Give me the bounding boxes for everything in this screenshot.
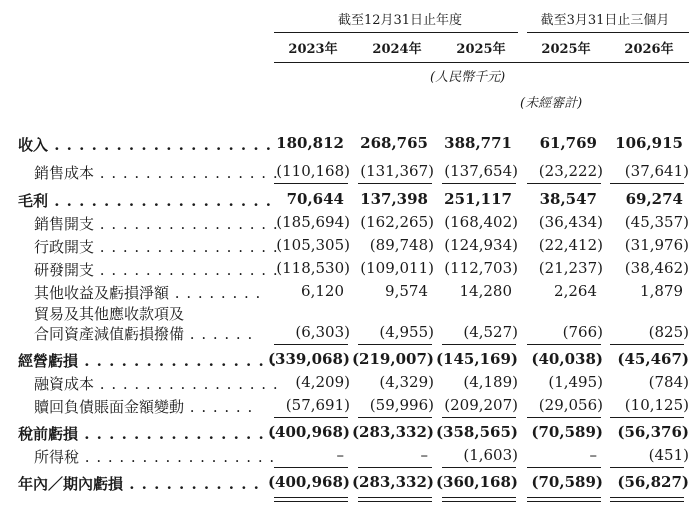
row-label: 收入 . . . . . . . . . . . . . . . . . . [18, 136, 273, 154]
leader-dots: . . . . . . . . . . . . . . . . . . [48, 192, 273, 210]
row-value: (825) [648, 323, 689, 341]
row-value: (70,589) [531, 423, 603, 441]
subtotal-rule [527, 344, 601, 345]
row-label: 合同資產減值虧損撥備 . . . . . . [34, 325, 254, 343]
row-label: 銷售成本 . . . . . . . . . . . . . . . . [34, 164, 279, 182]
row-value: 1,879 [640, 282, 683, 300]
row-value: (451) [648, 446, 689, 464]
subtotal-rule [274, 417, 348, 418]
year-header-2: 2025年 [456, 42, 506, 57]
subtotal-rule [274, 344, 348, 345]
unit-note: (人民幣千元) [430, 70, 506, 85]
row-value: – [336, 446, 344, 464]
row-value: (185,694) [276, 213, 350, 231]
row-value: 106,915 [615, 134, 683, 152]
row-value: 268,765 [360, 134, 428, 152]
row-value: (112,703) [444, 259, 518, 277]
row-label: 其他收益及虧損淨額 . . . . . . . . [34, 284, 262, 302]
row-value: 2,264 [554, 282, 597, 300]
row-value: (31,976) [624, 236, 689, 254]
total-rule-top [274, 497, 348, 498]
row-value: 388,771 [444, 134, 512, 152]
row-label: 銷售開支 . . . . . . . . . . . . . . . . [34, 215, 279, 233]
row-value: (162,265) [360, 213, 434, 231]
row-value: (23,222) [538, 162, 603, 180]
row-value: 61,769 [539, 134, 597, 152]
row-value: (21,237) [538, 259, 603, 277]
row-label: 貿易及其他應收款項及 [34, 305, 185, 323]
row-label: 毛利 . . . . . . . . . . . . . . . . . . [18, 192, 273, 210]
row-value: (4,955) [379, 323, 434, 341]
total-rule-top [358, 497, 432, 498]
row-label: 贖回負債賬面金額變動 . . . . . . [34, 398, 254, 416]
total-rule-bottom [442, 501, 516, 502]
header-rule-quarter [527, 32, 689, 33]
total-rule-bottom [358, 501, 432, 502]
subtotal-rule [358, 417, 432, 418]
header-group-quarter: 截至3月31日止三個月 [540, 13, 670, 28]
row-label: 經營虧損 . . . . . . . . . . . . . . . . [18, 352, 278, 370]
row-value: (124,934) [444, 236, 518, 254]
total-rule-bottom [274, 501, 348, 502]
row-value: (105,305) [276, 236, 350, 254]
row-value: (360,168) [435, 473, 518, 491]
row-value: (40,038) [531, 350, 603, 368]
row-value: – [589, 446, 597, 464]
row-value: 38,547 [539, 190, 597, 208]
row-value: (283,332) [351, 473, 434, 491]
subtotal-rule [274, 467, 348, 468]
row-value: (89,748) [369, 236, 434, 254]
row-value: (131,367) [360, 162, 434, 180]
unaudited-note: (未經審計) [520, 96, 583, 111]
row-value: – [420, 446, 428, 464]
row-value: (766) [562, 323, 603, 341]
row-value: 14,280 [459, 282, 512, 300]
leader-dots: . . . . . . . . . . . . . . . . [94, 215, 279, 233]
row-value: (784) [648, 373, 689, 391]
total-rule-top [442, 497, 516, 498]
subtotal-rule [527, 417, 601, 418]
row-value: (137,654) [444, 162, 518, 180]
year-header-0: 2023年 [288, 42, 338, 57]
row-value: 9,574 [385, 282, 428, 300]
row-value: (56,376) [617, 423, 689, 441]
row-value: (118,530) [276, 259, 350, 277]
row-value: (70,589) [531, 473, 603, 491]
subtotal-rule [610, 467, 684, 468]
subtotal-rule [442, 467, 516, 468]
row-value: (109,011) [360, 259, 434, 277]
row-value: (400,968) [267, 473, 350, 491]
row-value: (4,527) [463, 323, 518, 341]
leader-dots: . . . . . . . . . . . [123, 475, 260, 493]
row-value: (29,056) [538, 396, 603, 414]
year-header-1: 2024年 [372, 42, 422, 57]
row-value: (36,434) [538, 213, 603, 231]
row-value: (145,169) [435, 350, 518, 368]
total-rule-top [610, 497, 684, 498]
row-value: 251,117 [444, 190, 512, 208]
row-value: 70,644 [286, 190, 344, 208]
row-value: (400,968) [267, 423, 350, 441]
row-value: (339,068) [267, 350, 350, 368]
subtotal-rule [610, 344, 684, 345]
leader-dots: . . . . . . . . [169, 284, 262, 302]
row-label: 所得稅 . . . . . . . . . . . . . . . . . [34, 448, 276, 466]
row-label: 行政開支 . . . . . . . . . . . . . . . . [34, 238, 279, 256]
row-label: 稅前虧損 . . . . . . . . . . . . . . . . [18, 425, 278, 443]
subtotal-rule [442, 183, 516, 184]
row-value: (1,495) [548, 373, 603, 391]
subtotal-rule [527, 467, 601, 468]
total-rule-bottom [610, 501, 684, 502]
leader-dots: . . . . . . [184, 325, 254, 343]
row-value: (6,303) [295, 323, 350, 341]
subtotal-rule [610, 183, 684, 184]
header-rule-under-years [274, 62, 689, 63]
row-value: (37,641) [624, 162, 689, 180]
year-header-4: 2026年 [624, 42, 674, 57]
row-value: (1,603) [463, 446, 518, 464]
subtotal-rule [610, 417, 684, 418]
row-value: 180,812 [276, 134, 344, 152]
leader-dots: . . . . . . . . . . . . . . . . [94, 238, 279, 256]
row-value: (38,462) [624, 259, 689, 277]
row-label: 研發開支 . . . . . . . . . . . . . . . . [34, 261, 279, 279]
row-value: (168,402) [444, 213, 518, 231]
subtotal-rule [358, 344, 432, 345]
header-group-year: 截至12月31日止年度 [337, 13, 463, 28]
subtotal-rule [527, 183, 601, 184]
row-value: (45,357) [624, 213, 689, 231]
row-value: (22,412) [538, 236, 603, 254]
row-value: 137,398 [360, 190, 428, 208]
row-value: (59,996) [369, 396, 434, 414]
row-value: (4,209) [295, 373, 350, 391]
subtotal-rule [442, 344, 516, 345]
total-rule-top [527, 497, 601, 498]
header-rule-year [274, 32, 518, 33]
year-header-3: 2025年 [541, 42, 591, 57]
leader-dots: . . . . . . . . . . . . . . . . [78, 425, 278, 443]
row-label: 年內／期內虧損 . . . . . . . . . . . [18, 475, 260, 493]
row-value: (110,168) [276, 162, 350, 180]
row-value: (4,189) [463, 373, 518, 391]
row-value: (56,827) [617, 473, 689, 491]
row-label: 融資成本 . . . . . . . . . . . . . . . . [34, 375, 279, 393]
row-value: (283,332) [351, 423, 434, 441]
leader-dots: . . . . . . . . . . . . . . . . [94, 375, 279, 393]
subtotal-rule [358, 467, 432, 468]
row-value: (219,007) [351, 350, 434, 368]
subtotal-rule [274, 183, 348, 184]
row-value: 69,274 [625, 190, 683, 208]
leader-dots: . . . . . . . . . . . . . . . . [94, 164, 279, 182]
leader-dots: . . . . . . . . . . . . . . . . [78, 352, 278, 370]
leader-dots: . . . . . . [184, 398, 254, 416]
row-value: (358,565) [435, 423, 518, 441]
subtotal-rule [442, 417, 516, 418]
subtotal-rule [358, 183, 432, 184]
row-value: 6,120 [301, 282, 344, 300]
row-value: (10,125) [624, 396, 689, 414]
row-value: (209,207) [444, 396, 518, 414]
row-value: (45,467) [617, 350, 689, 368]
total-rule-bottom [527, 501, 601, 502]
row-value: (4,329) [379, 373, 434, 391]
leader-dots: . . . . . . . . . . . . . . . . . . [48, 136, 273, 154]
leader-dots: . . . . . . . . . . . . . . . . [94, 261, 279, 279]
row-value: (57,691) [285, 396, 350, 414]
leader-dots: . . . . . . . . . . . . . . . . . [79, 448, 276, 466]
